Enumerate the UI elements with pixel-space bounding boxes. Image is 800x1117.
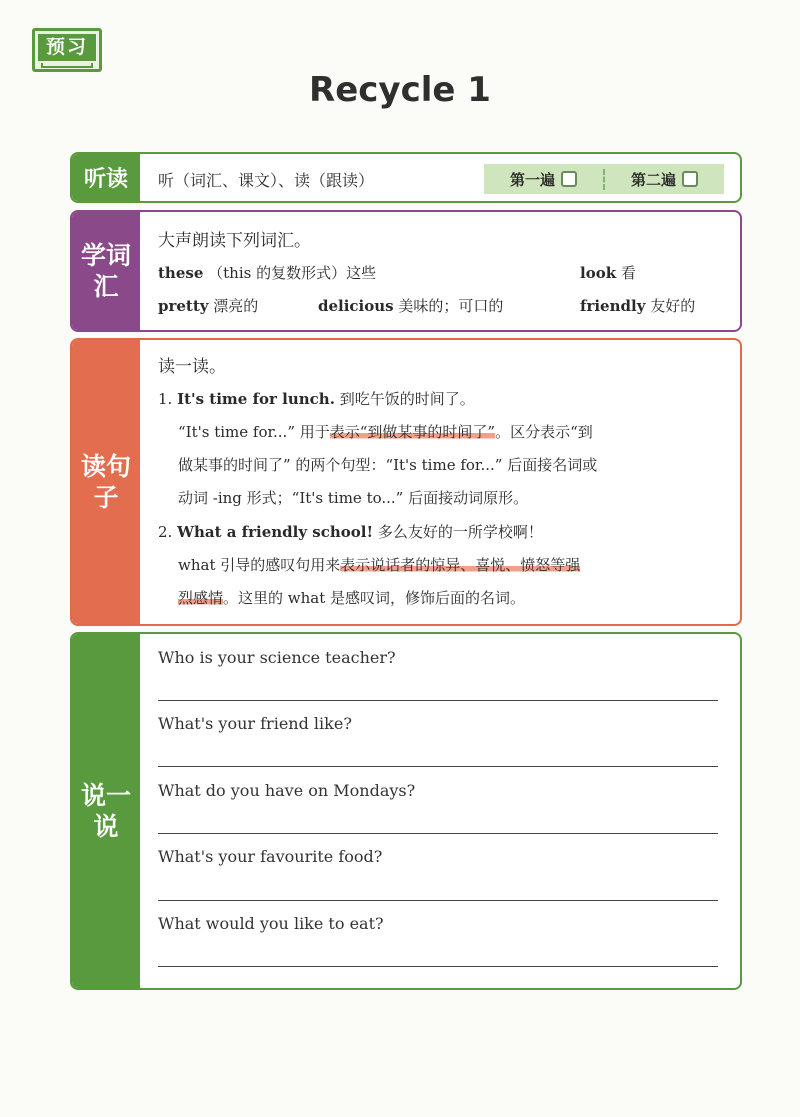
pass-checkboxes	[484, 164, 724, 194]
vocab-word: look	[580, 264, 617, 282]
first-pass-label: 第一遍	[509, 170, 555, 189]
vocab-meaning: 美味的；可口的	[398, 297, 504, 315]
note-text: 。这里的 what 是感叹词，修饰后面的名词。	[223, 589, 526, 607]
sentence-1-number: 1.	[158, 390, 173, 408]
note-text: 。区分表示“到	[495, 423, 593, 441]
sentences-instruction: 读一读。	[158, 357, 226, 377]
listen-read-section	[70, 152, 742, 203]
vocab-item	[580, 262, 636, 283]
note-text: what 引导的感叹句用来	[178, 556, 341, 574]
sentences-label: 读句子	[72, 340, 140, 624]
sentences-section	[70, 338, 742, 626]
sentence-2-note-line	[178, 587, 525, 608]
book-icon	[41, 63, 93, 68]
preview-badge	[32, 28, 102, 72]
question: What would you like to eat?	[158, 914, 384, 933]
page-title: Recycle 1	[309, 70, 491, 110]
listen-read-label: 听读	[72, 154, 140, 201]
question: What's your friend like?	[158, 714, 352, 733]
vocab-word: pretty	[158, 297, 209, 315]
answer-line[interactable]	[158, 966, 718, 967]
vocab-meaning: 友好的	[650, 297, 696, 315]
speaking-label: 说一说	[72, 634, 140, 988]
second-pass-label: 第二遍	[630, 170, 676, 189]
question: What's your favourite food?	[158, 847, 383, 866]
preview-badge-label: 预习	[38, 34, 96, 61]
vocab-meaning: 漂亮的	[213, 297, 259, 315]
second-pass-checkbox[interactable]	[682, 171, 698, 187]
sentence-2-number: 2.	[158, 523, 173, 541]
sentence-2-english: What a friendly school!	[177, 523, 374, 541]
highlight: 烈感情	[178, 589, 224, 607]
vocab-item	[318, 295, 503, 316]
answer-line[interactable]	[158, 766, 718, 767]
sentence-1	[158, 388, 475, 409]
vocab-word: these	[158, 264, 204, 282]
vocabulary-instruction: 大声朗读下列词汇。	[158, 231, 311, 251]
speaking-section	[70, 632, 742, 990]
second-pass[interactable]	[603, 169, 724, 190]
question: Who is your science teacher?	[158, 648, 396, 667]
highlight: 表示说话者的惊异、喜悦、愤怒等强	[340, 556, 581, 574]
vocabulary-section	[70, 210, 742, 332]
vocabulary-label: 学词汇	[72, 212, 140, 330]
vocab-word: delicious	[318, 297, 394, 315]
vocab-meaning: （this 的复数形式）这些	[208, 264, 377, 282]
answer-line[interactable]	[158, 833, 718, 834]
highlight: 表示“到做某事的时间了”	[329, 423, 496, 441]
vocab-item	[158, 295, 258, 316]
first-pass[interactable]	[484, 169, 603, 190]
vocab-item	[580, 295, 695, 316]
sentence-1-english: It's time for lunch.	[177, 390, 335, 408]
listen-read-text: 听（词汇、课文）、读（跟读）	[158, 171, 375, 190]
sentence-2-note-line	[178, 554, 580, 575]
answer-line[interactable]	[158, 900, 718, 901]
note-text: “It's time for...” 用于	[178, 423, 330, 441]
sentence-1-note-line: 做某事的时间了” 的两个句型：“It's time for...” 后面接名词或	[178, 456, 598, 474]
vocab-word: friendly	[580, 297, 646, 315]
answer-line[interactable]	[158, 700, 718, 701]
first-pass-checkbox[interactable]	[561, 171, 577, 187]
sentence-2-chinese: 多么友好的一所学校啊！	[377, 523, 543, 541]
sentence-1-chinese: 到吃午饭的时间了。	[339, 390, 475, 408]
sentence-2	[158, 521, 543, 542]
sentence-1-note-line: 动词 -ing 形式；“It's time to...” 后面接动词原形。	[178, 489, 529, 507]
sentence-1-note-line	[178, 421, 593, 442]
vocab-item	[158, 262, 376, 283]
vocab-meaning: 看	[620, 264, 636, 282]
question: What do you have on Mondays?	[158, 781, 416, 800]
